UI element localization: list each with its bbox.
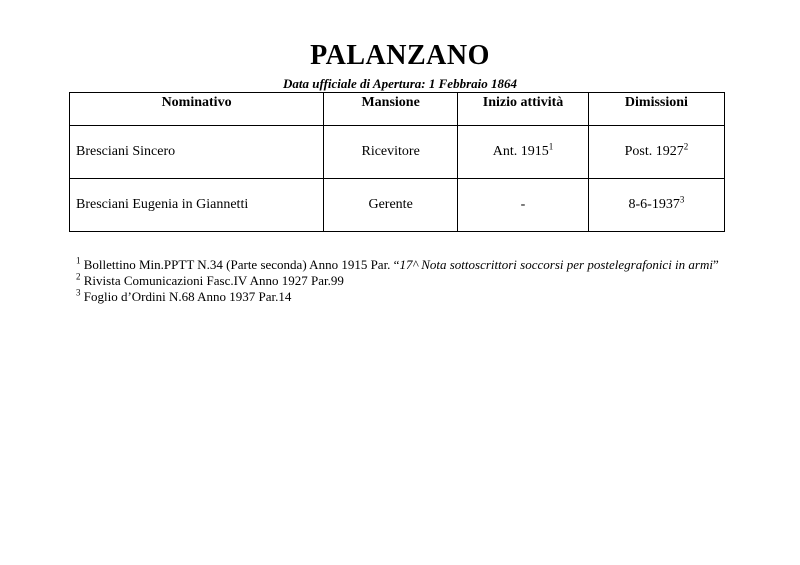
inizio-value: Ant. 1915 xyxy=(492,144,549,159)
footnote-marker: 2 xyxy=(76,271,81,282)
footnote-ref: 3 xyxy=(679,194,685,205)
footnote-1 xyxy=(76,257,726,273)
cell-mansione: Gerente xyxy=(324,179,458,232)
cell-mansione: Ricevitore xyxy=(324,126,458,179)
header-mansione: Mansione xyxy=(324,93,458,126)
footnote-marker: 1 xyxy=(76,255,81,266)
inizio-value: - xyxy=(520,197,526,212)
table-header-row xyxy=(70,93,725,126)
page-title: PALANZANO xyxy=(310,40,490,71)
cell-inizio xyxy=(458,179,589,232)
footnote-text: Foglio d’Ordini N.68 Anno 1937 Par.14 xyxy=(80,289,292,304)
cell-nominativo: Bresciani Eugenia in Giannetti xyxy=(70,179,324,232)
staff-table xyxy=(69,92,725,232)
footnote-3 xyxy=(76,289,726,305)
footnote-marker: 3 xyxy=(76,287,81,298)
opening-date-subtitle: Data ufficiale di Apertura: 1 Febbraio 1864 xyxy=(283,76,517,91)
footnote-text-after: ” xyxy=(712,257,719,272)
dimissioni-value: 8-6-1937 xyxy=(628,197,680,212)
footnote-text: Bollettino Min.PPTT N.34 (Parte seconda) Anno 1915 Par. “ xyxy=(80,257,400,272)
footnotes xyxy=(76,257,726,305)
table-row xyxy=(70,126,725,179)
footnote-italic-text: 17^ Nota sottoscrittori soccorsi per postelegrafonici in armi xyxy=(399,257,713,272)
cell-dimissioni xyxy=(588,126,724,179)
header-inizio-attivita: Inizio attività xyxy=(458,93,589,126)
cell-nominativo: Bresciani Sincero xyxy=(70,126,324,179)
header-nominativo: Nominativo xyxy=(70,93,324,126)
dimissioni-value: Post. 1927 xyxy=(624,144,684,159)
header-dimissioni: Dimissioni xyxy=(588,93,724,126)
footnote-2 xyxy=(76,273,726,289)
footnote-text: Rivista Comunicazioni Fasc.IV Anno 1927 Par.99 xyxy=(80,273,344,288)
footnote-ref: 2 xyxy=(683,141,689,152)
cell-dimissioni xyxy=(588,179,724,232)
footnote-ref: 1 xyxy=(548,141,554,152)
cell-inizio xyxy=(458,126,589,179)
table-row xyxy=(70,179,725,232)
